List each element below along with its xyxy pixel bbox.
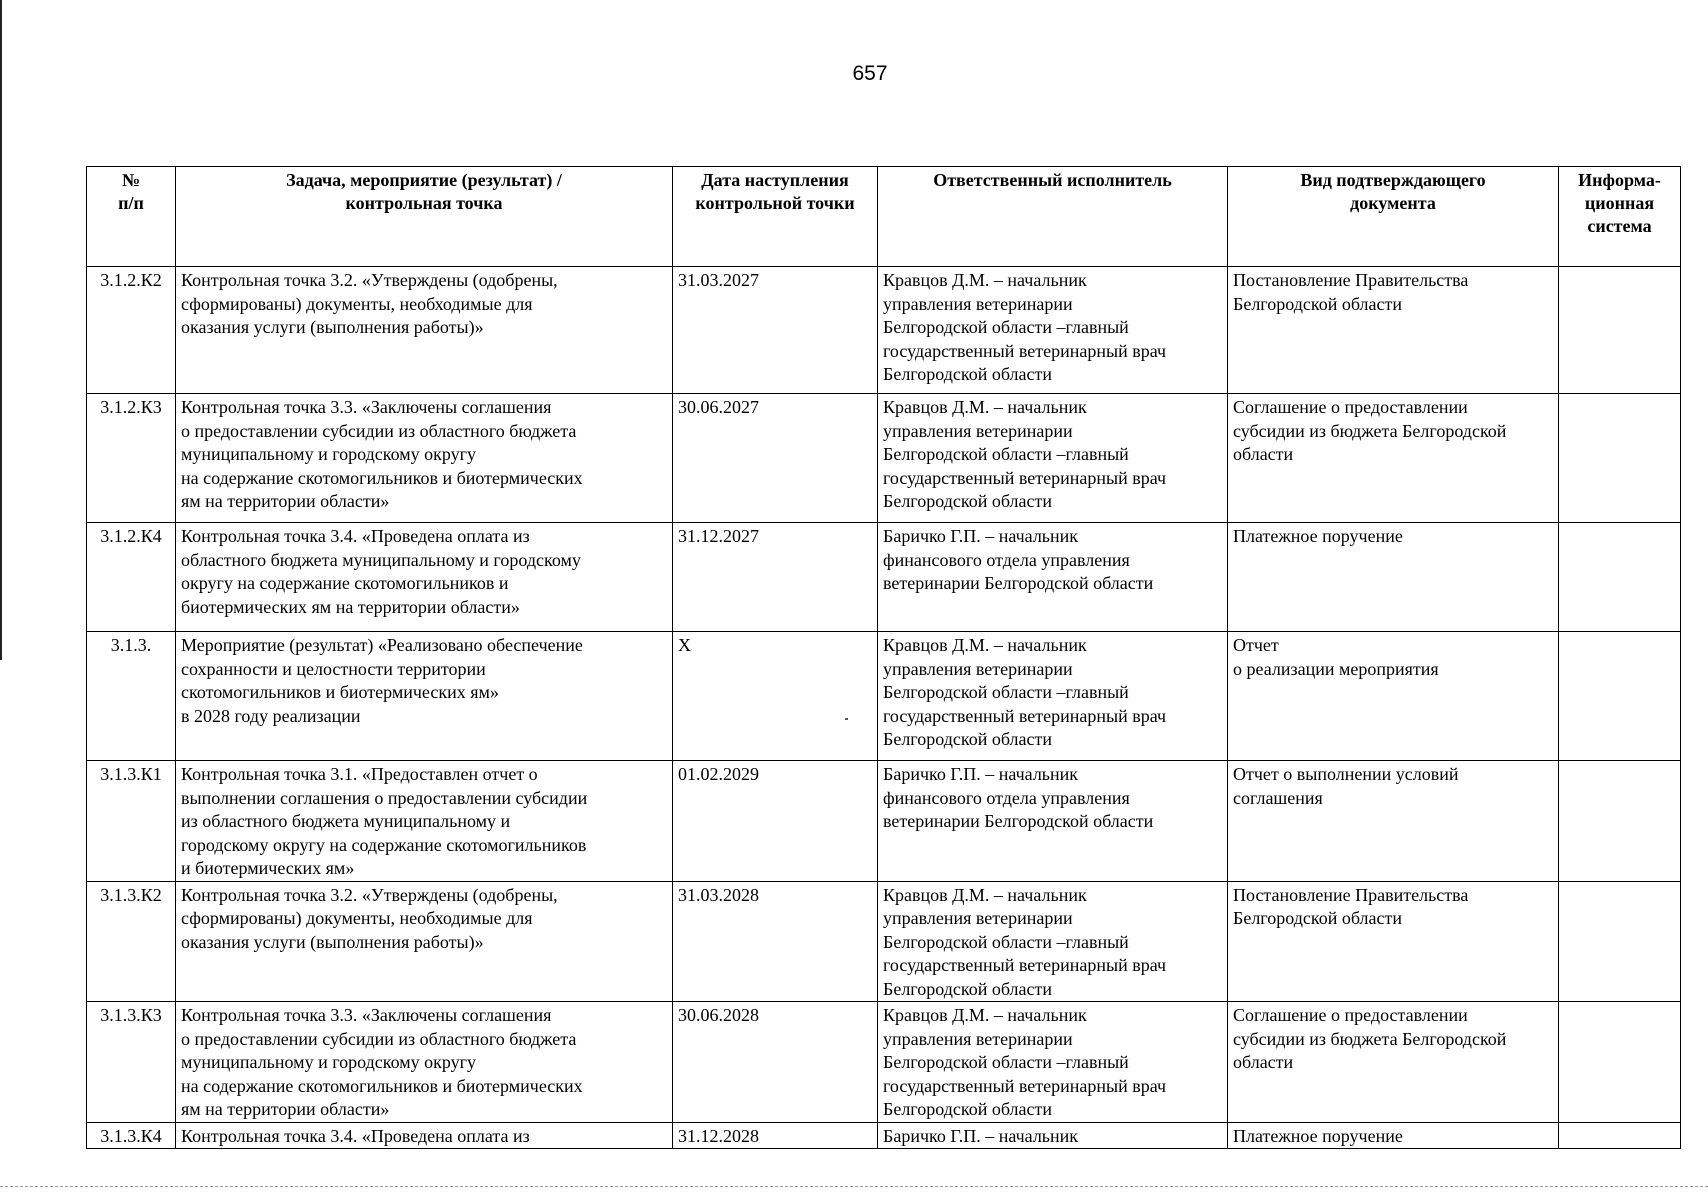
- cell-responsible: [878, 761, 1228, 882]
- cell-text-line: и биотермических ям»: [181, 858, 355, 878]
- cell-text-line: управления ветеринарии: [883, 908, 1073, 928]
- cell-text-line: финансового отдела управления: [883, 787, 1130, 808]
- cell-document: [1228, 761, 1559, 882]
- cell-document: [1228, 523, 1559, 632]
- cell-text-line: Отчет о выполнении условий: [1233, 764, 1459, 784]
- cell-responsible: [878, 881, 1228, 1002]
- cell-text-line: округу на содержание скотомогильников и: [181, 573, 509, 593]
- cell-document: [1228, 1002, 1559, 1123]
- cell-text-line: областного бюджета муниципальному и городскому: [181, 549, 581, 570]
- cell-responsible: [878, 394, 1228, 523]
- cell-text-line: сохранности и целостности территории: [181, 658, 486, 679]
- cell-text-line: ветеринарии Белгородской области: [883, 573, 1154, 593]
- cell-text-line: о предоставлении субсидии из областного бюджета: [181, 1028, 577, 1049]
- table-row: [87, 1122, 1681, 1149]
- cell-text-line: Баричко Г.П. – начальник: [883, 526, 1079, 546]
- cell-text-line: система: [1587, 216, 1652, 236]
- cell-date: 31.03.2027: [673, 267, 878, 394]
- header-document: [1228, 167, 1559, 267]
- cell-num: 3.1.3.К3: [87, 1002, 176, 1123]
- cell-text-line: Белгородской области –главный: [883, 317, 1129, 337]
- cell-text-line: Платежное поручение: [1233, 1125, 1403, 1146]
- cell-text-line: государственный ветеринарный врач: [883, 467, 1167, 488]
- cell-task: [176, 761, 673, 882]
- cell-text-line: государственный ветеринарный врач: [883, 955, 1167, 975]
- cell-text-line: городскому округу на содержание скотомогильников: [181, 834, 587, 855]
- scan-speck: [845, 718, 848, 720]
- cell-text-line: Дата наступления: [701, 170, 849, 190]
- cell-date: 01.02.2029: [673, 761, 878, 882]
- cell-date: 31.12.2028: [673, 1122, 878, 1149]
- control-points-table: [86, 166, 1681, 1149]
- cell-text-line: Мероприятие (результат) «Реализовано обеспечение: [181, 635, 583, 655]
- cell-responsible: [878, 523, 1228, 632]
- cell-document: [1228, 267, 1559, 394]
- cell-system: [1559, 761, 1681, 882]
- table-row: [87, 523, 1681, 632]
- cell-text-line: Белгородской области –главный: [883, 1052, 1129, 1072]
- cell-text-line: в 2028 году реализации: [181, 705, 361, 726]
- cell-text-line: Контрольная точка 3.3. «Заключены соглашения: [181, 1005, 552, 1025]
- cell-text-line: ям на территории области»: [181, 1099, 390, 1119]
- cell-task: [176, 394, 673, 523]
- table-header-row: [87, 167, 1681, 267]
- header-task: [176, 167, 673, 267]
- cell-text-line: №: [121, 170, 141, 190]
- cell-num: 3.1.2.К2: [87, 267, 176, 394]
- cell-document: [1228, 881, 1559, 1002]
- cell-text-line: Баричко Г.П. – начальник: [883, 764, 1079, 784]
- cell-task: [176, 1122, 673, 1149]
- cell-date: Х: [673, 632, 878, 761]
- header-system: [1559, 167, 1681, 267]
- cell-system: [1559, 394, 1681, 523]
- cell-text-line: субсидии из бюджета Белгородской: [1233, 420, 1507, 441]
- cell-responsible: [878, 267, 1228, 394]
- header-num: [87, 167, 176, 267]
- cell-date: 30.06.2028: [673, 1002, 878, 1123]
- cell-date: 31.03.2028: [673, 881, 878, 1002]
- cell-text-line: Контрольная точка 3.2. «Утверждены (одобрены,: [181, 270, 558, 290]
- cell-document: [1228, 394, 1559, 523]
- table-row: [87, 761, 1681, 882]
- cell-text-line: области: [1233, 444, 1294, 464]
- header-date: [673, 167, 878, 267]
- cell-text-line: сформированы) документы, необходимые для: [181, 293, 533, 314]
- page-number: 657: [852, 62, 888, 85]
- cell-text-line: оказания услуги (выполнения работы)»: [181, 317, 484, 337]
- cell-text-line: о предоставлении субсидии из областного бюджета: [181, 420, 577, 441]
- cell-num: 3.1.3.: [87, 632, 176, 761]
- cell-text-line: Белгородской области –главный: [883, 931, 1129, 952]
- cell-text-line: управления ветеринарии: [883, 420, 1073, 441]
- cell-system: [1559, 632, 1681, 761]
- cell-text-line: Белгородской области: [1233, 908, 1403, 928]
- cell-text-line: Контрольная точка 3.2. «Утверждены (одобрены,: [181, 884, 558, 905]
- cell-text-line: выполнении соглашения о предоставлении субсидии: [181, 787, 588, 808]
- cell-text-line: Информа-: [1578, 170, 1661, 190]
- header-responsible: [878, 167, 1228, 267]
- cell-num: 3.1.2.К3: [87, 394, 176, 523]
- cell-text-line: государственный ветеринарный врач: [883, 705, 1167, 726]
- cell-system: [1559, 267, 1681, 394]
- cell-text-line: Белгородской области: [883, 978, 1053, 999]
- cell-responsible: [878, 1122, 1228, 1149]
- cell-text-line: Вид подтверждающего: [1300, 170, 1486, 190]
- cell-text-line: Контрольная точка 3.4. «Проведена оплата из: [181, 1125, 530, 1146]
- cell-text-line: ционная: [1584, 193, 1655, 213]
- cell-text-line: субсидии из бюджета Белгородской: [1233, 1028, 1507, 1049]
- cell-document: [1228, 1122, 1559, 1149]
- table-row: [87, 881, 1681, 1002]
- cell-text-line: Белгородской области: [883, 364, 1053, 384]
- cell-text-line: соглашения: [1233, 787, 1323, 808]
- cell-text-line: государственный ветеринарный врач: [883, 1075, 1167, 1096]
- cell-text-line: о реализации мероприятия: [1233, 658, 1439, 679]
- cell-text-line: Задача, мероприятие (результат) /: [286, 170, 562, 190]
- cell-task: [176, 1002, 673, 1123]
- cell-task: [176, 523, 673, 632]
- cell-text-line: Белгородской области: [883, 491, 1053, 511]
- cell-text-line: Белгородской области: [883, 1099, 1053, 1119]
- cell-text-line: Соглашение о предоставлении: [1233, 1005, 1468, 1025]
- cell-text-line: Кравцов Д.М. – начальник: [883, 884, 1087, 905]
- cell-document: [1228, 632, 1559, 761]
- scan-left-edge: [0, 0, 2, 660]
- cell-text-line: государственный ветеринарный врач: [883, 340, 1167, 361]
- cell-text-line: Белгородской области: [1233, 293, 1403, 314]
- cell-text-line: Кравцов Д.М. – начальник: [883, 270, 1087, 290]
- cell-text-line: документа: [1350, 193, 1436, 213]
- cell-text-line: Белгородской области: [883, 729, 1053, 749]
- cell-text-line: Контрольная точка 3.4. «Проведена оплата из: [181, 526, 530, 546]
- scan-bottom-edge: [0, 1186, 1708, 1188]
- cell-num: 3.1.3.К4: [87, 1122, 176, 1149]
- cell-text-line: на содержание скотомогильников и биотермических: [181, 467, 583, 488]
- cell-text-line: из областного бюджета муниципальному и: [181, 811, 511, 831]
- cell-text-line: биотермических ям на территории области»: [181, 596, 520, 617]
- table-row: [87, 1002, 1681, 1123]
- cell-text-line: скотомогильников и биотермических ям»: [181, 682, 499, 702]
- cell-text-line: ям на территории области»: [181, 491, 390, 511]
- cell-text-line: на содержание скотомогильников и биотермических: [181, 1075, 583, 1096]
- cell-text-line: управления ветеринарии: [883, 1028, 1073, 1049]
- cell-text-line: управления ветеринарии: [883, 293, 1073, 314]
- cell-text-line: Контрольная точка 3.1. «Предоставлен отчет о: [181, 764, 538, 784]
- cell-text-line: управления ветеринарии: [883, 658, 1073, 679]
- cell-text-line: Белгородской области –главный: [883, 682, 1129, 702]
- cell-task: [176, 632, 673, 761]
- cell-text-line: муниципальному и городскому округу: [181, 1052, 477, 1072]
- cell-text-line: контрольная точка: [345, 193, 503, 213]
- cell-text-line: муниципальному и городскому округу: [181, 444, 477, 464]
- cell-text-line: контрольной точки: [695, 193, 855, 213]
- cell-text-line: Ответственный исполнитель: [933, 170, 1172, 190]
- cell-text-line: финансового отдела управления: [883, 549, 1130, 570]
- cell-system: [1559, 1002, 1681, 1123]
- table-row: [87, 394, 1681, 523]
- cell-responsible: [878, 1002, 1228, 1123]
- cell-responsible: [878, 632, 1228, 761]
- cell-system: [1559, 881, 1681, 1002]
- cell-text-line: Контрольная точка 3.3. «Заключены соглашения: [181, 397, 552, 417]
- cell-text-line: сформированы) документы, необходимые для: [181, 908, 533, 928]
- cell-task: [176, 267, 673, 394]
- cell-text-line: Постановление Правительства: [1233, 884, 1469, 905]
- cell-text-line: ветеринарии Белгородской области: [883, 811, 1154, 831]
- cell-text-line: области: [1233, 1052, 1294, 1072]
- cell-date: 30.06.2027: [673, 394, 878, 523]
- cell-date: 31.12.2027: [673, 523, 878, 632]
- cell-text-line: Кравцов Д.М. – начальник: [883, 1005, 1087, 1025]
- cell-text-line: Белгородской области –главный: [883, 444, 1129, 464]
- cell-text-line: оказания услуги (выполнения работы)»: [181, 931, 484, 952]
- cell-num: 3.1.3.К2: [87, 881, 176, 1002]
- cell-num: 3.1.2.К4: [87, 523, 176, 632]
- cell-text-line: п/п: [118, 193, 144, 213]
- cell-num: 3.1.3.К1: [87, 761, 176, 882]
- cell-text-line: Кравцов Д.М. – начальник: [883, 635, 1087, 655]
- cell-task: [176, 881, 673, 1002]
- cell-text-line: Кравцов Д.М. – начальник: [883, 397, 1087, 417]
- cell-text-line: Отчет: [1233, 635, 1279, 655]
- cell-text-line: Баричко Г.П. – начальник: [883, 1125, 1079, 1146]
- table-row: [87, 267, 1681, 394]
- cell-system: [1559, 1122, 1681, 1149]
- cell-text-line: Соглашение о предоставлении: [1233, 397, 1468, 417]
- cell-system: [1559, 523, 1681, 632]
- cell-text-line: Постановление Правительства: [1233, 270, 1469, 290]
- cell-text-line: Платежное поручение: [1233, 526, 1403, 546]
- table-row: [87, 632, 1681, 761]
